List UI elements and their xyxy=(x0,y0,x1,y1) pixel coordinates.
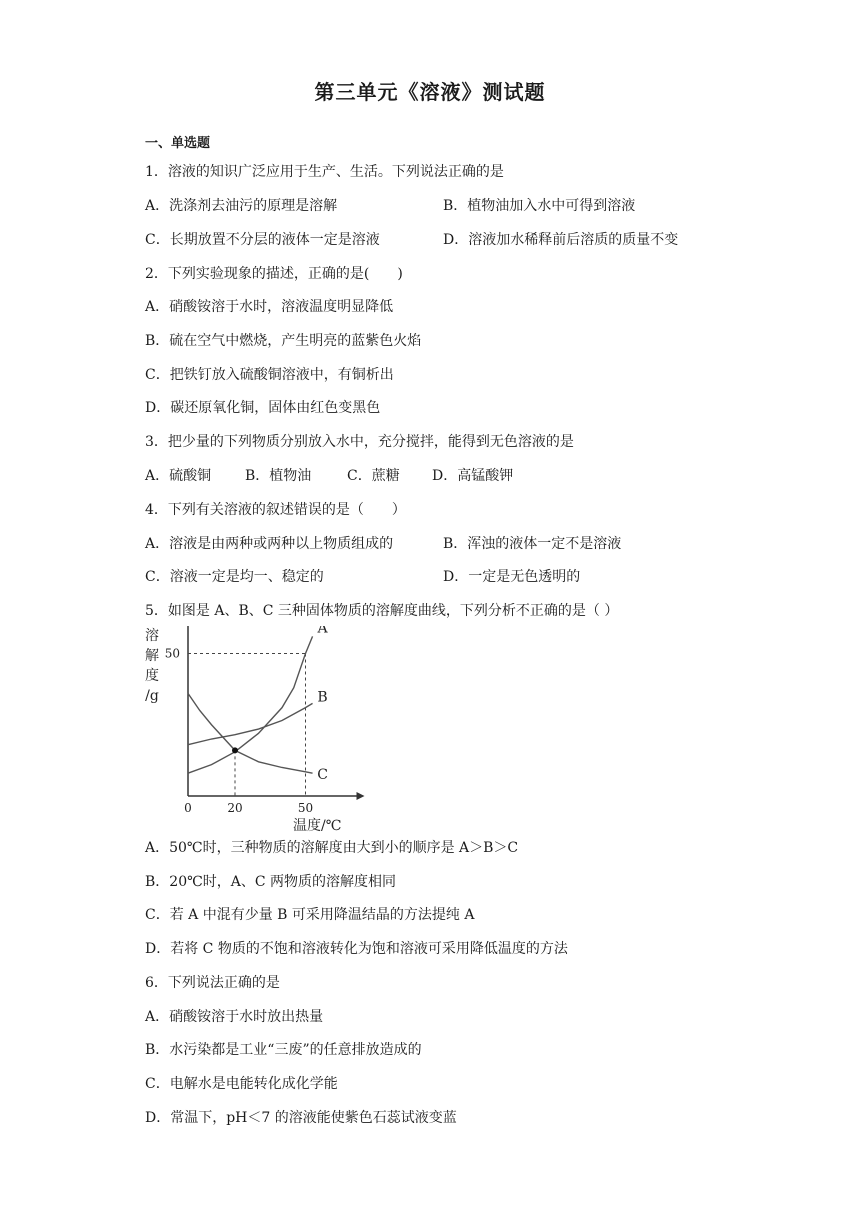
q6-option-a: A．硝酸铵溶于水时放出热量 xyxy=(145,1009,324,1025)
series-c-line xyxy=(188,693,313,773)
y-axis-label-char: 溶 xyxy=(145,628,159,644)
q5-option-a: A．50℃时，三种物质的溶解度由大到小的顺序是 A＞B＞C xyxy=(145,840,519,856)
y-axis-label-char: /g xyxy=(145,688,159,704)
section-heading: 一、单选题 xyxy=(145,136,211,151)
q6-option-d: D．常温下，pH＜7 的溶液能使紫色石蕊试液变蓝 xyxy=(145,1110,457,1126)
q2-option-a: A．硝酸铵溶于水时，溶液温度明显降低 xyxy=(145,299,394,315)
q1-option-a: A．洗涤剂去油污的原理是溶解 xyxy=(145,198,338,214)
series-b-line xyxy=(188,703,313,744)
q1-option-c: C．长期放置不分层的液体一定是溶液 xyxy=(145,232,380,248)
q6-option-b: B．水污染都是工业“三废”的任意排放造成的 xyxy=(145,1042,422,1058)
x-axis-label: 温度/℃ xyxy=(293,818,342,834)
y-axis-label-char: 度 xyxy=(145,668,159,684)
q2-option-b: B．硫在空气中燃烧，产生明亮的蓝紫色火焰 xyxy=(145,333,422,349)
q4-option-c: C．溶液一定是均一、稳定的 xyxy=(145,569,324,585)
question-1-stem: 1．溶液的知识广泛应用于生产、生活。下列说法正确的是 xyxy=(145,164,504,180)
q4-option-d: D．一定是无色透明的 xyxy=(443,569,581,585)
x-axis-arrow xyxy=(357,792,365,800)
y-axis-label-char: 解 xyxy=(145,648,159,664)
q5-option-c: C．若 A 中混有少量 B 可采用降温结晶的方法提纯 A xyxy=(145,907,475,923)
q1-option-b: B．植物油加入水中可得到溶液 xyxy=(443,198,636,214)
x-tick-label: 50 xyxy=(297,801,314,815)
x-tick-label: 0 xyxy=(184,801,192,815)
q5-option-d: D．若将 C 物质的不饱和溶液转化为饱和溶液可采用降低温度的方法 xyxy=(145,941,568,957)
page-title: 第三单元《溶液》测试题 xyxy=(314,80,546,104)
q3-option-d: D．高锰酸钾 xyxy=(432,468,514,484)
series-a-label: A xyxy=(317,626,328,637)
q2-option-d: D．碳还原氧化铜，固体由红色变黑色 xyxy=(145,400,381,416)
question-2-stem: 2．下列实验现象的描述，正确的是( ) xyxy=(145,266,403,282)
q2-option-c: C．把铁钉放入硫酸铜溶液中，有铜析出 xyxy=(145,367,394,383)
question-3-stem: 3．把少量的下列物质分别放入水中，充分搅拌，能得到无色溶液的是 xyxy=(145,434,574,450)
q4-option-b: B．浑浊的液体一定不是溶液 xyxy=(443,536,622,552)
q5-option-b: B．20℃时，A、C 两物质的溶解度相同 xyxy=(145,874,397,890)
series-c-label: C xyxy=(317,767,328,784)
solubility-chart-svg xyxy=(138,626,368,836)
q3-option-a: A．硫酸铜 xyxy=(145,468,212,484)
series-b-label: B xyxy=(317,689,328,706)
q6-option-c: C．电解水是电能转化成化学能 xyxy=(145,1076,338,1092)
q3-option-c: C．蔗糖 xyxy=(347,468,400,484)
q3-option-b: B．植物油 xyxy=(245,468,312,484)
q4-option-a: A．溶液是由两种或两种以上物质组成的 xyxy=(145,536,394,552)
question-5-stem: 5．如图是 A、B、C 三种固体物质的溶解度曲线，下列分析不正确的是（ ） xyxy=(145,603,619,619)
y-tick-label: 50 xyxy=(164,646,180,661)
solubility-chart xyxy=(138,626,368,836)
q1-option-d: D．溶液加水稀释前后溶质的质量不变 xyxy=(443,232,679,248)
series-a-line xyxy=(188,636,313,773)
x-tick-label: 20 xyxy=(227,801,243,815)
question-6-stem: 6．下列说法正确的是 xyxy=(145,975,280,991)
intersection-point xyxy=(232,747,238,753)
question-4-stem: 4．下列有关溶液的叙述错误的是（ ） xyxy=(145,502,406,518)
